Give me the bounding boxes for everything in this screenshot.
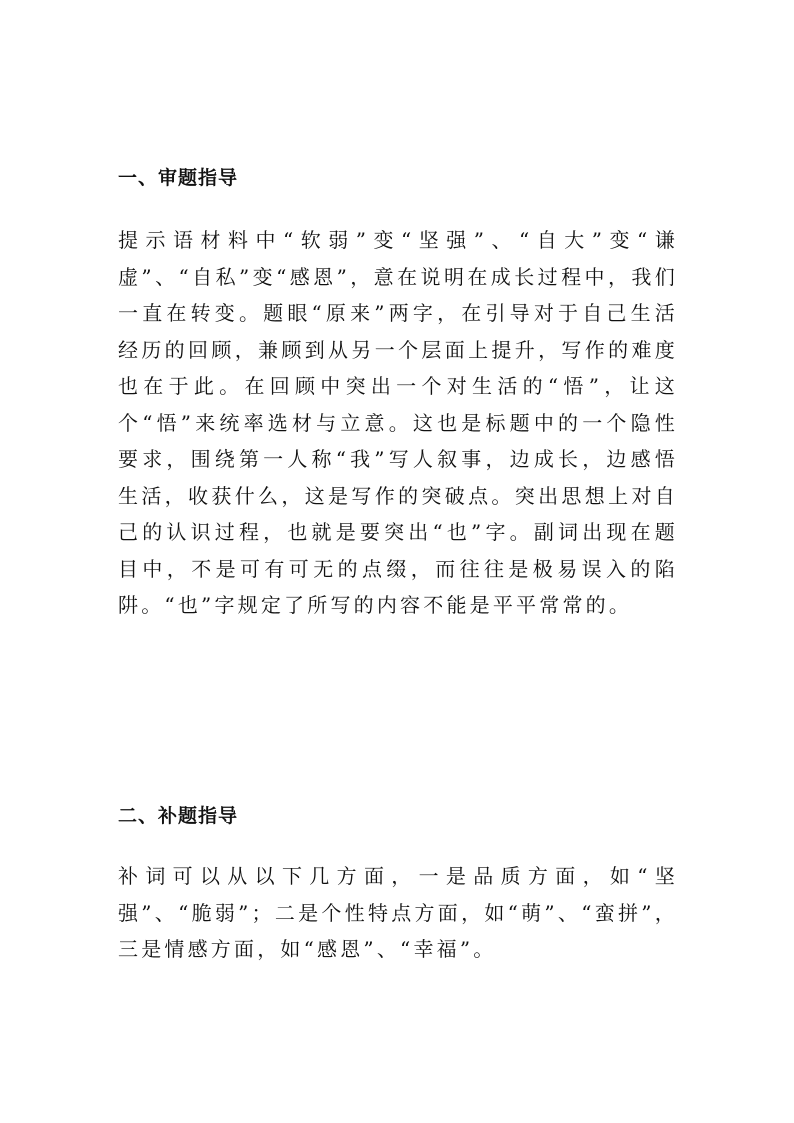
- section-review-guidance: [118, 162, 678, 624]
- section-heading: 一、审题指导: [118, 167, 239, 189]
- section-supplement-guidance: [118, 800, 678, 968]
- section-paragraph: 补词可以从以下几方面，一是品质方面，如“坚强”、“脆弱”；二是个性特点方面，如“萌”、“蛮拼”，三是情感方面，如“感恩”、“幸福”。: [118, 864, 678, 961]
- section-paragraph: 提示语材料中“软弱”变“坚强”、“自大”变“谦虚”、“自私”变“感恩”，意在说明在成长过程中，我们一直在转变。题眼“原来”两字，在引导对于自己生活经历的回顾，兼顾到从另一个层面上提升，写作的难度也在于此。在回顾中突出一个对生活的“悟”，让这个“悟”来统率选材与立意。这也是标题中的一个隐性要求，围绕第一人称“我”写人叙事，边成长，边感悟生活，收获什么，这是写作的突破点。突出思想上对自己的认识过程，也就是要突出“也”字。副词出现在题目中，不是可有可无的点缀，而往往是极易误入的陷阱。“也”字规定了所写的内容不能是平平常常的。: [118, 228, 678, 617]
- section-heading: 二、补题指导: [118, 805, 239, 827]
